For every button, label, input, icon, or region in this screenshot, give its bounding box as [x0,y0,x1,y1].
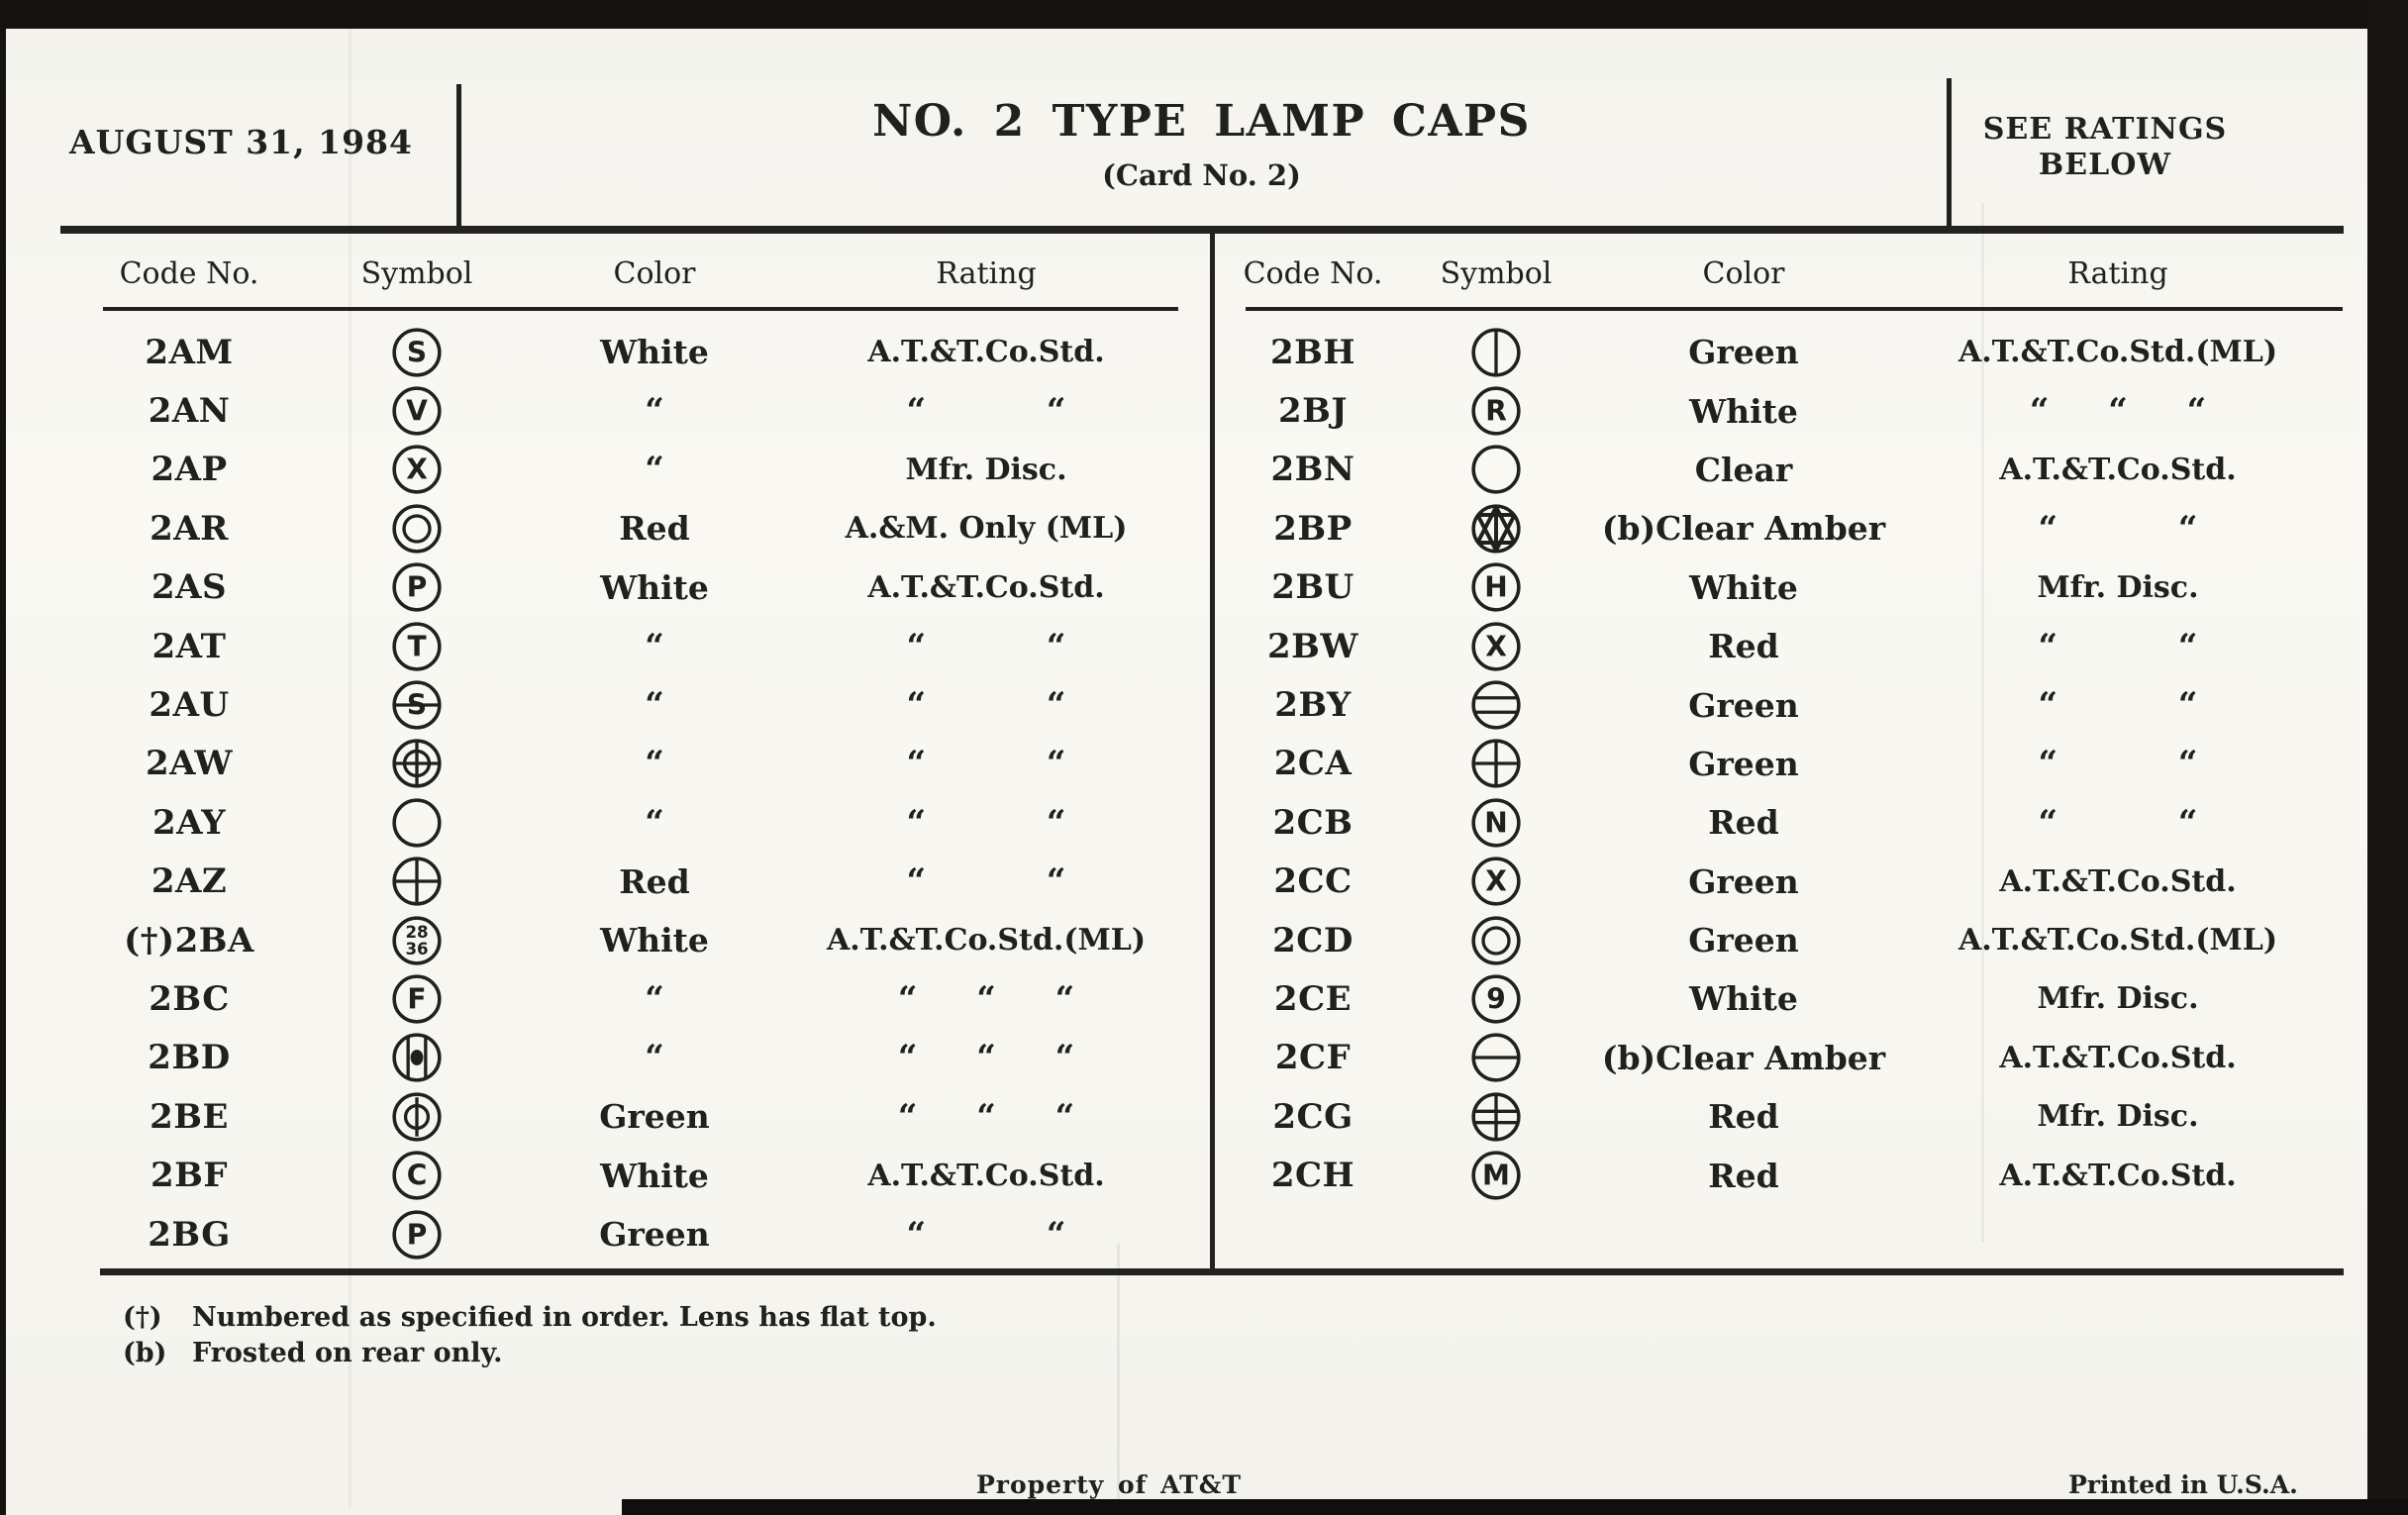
table-row [1229,1087,2344,1146]
symbol-cell [318,1090,516,1144]
svg-text:N: N [1484,806,1508,840]
code-cell: 2CA [1273,744,1353,784]
svg-text:P: P [406,570,428,604]
circle-p-icon [390,560,444,614]
rating-cell: A.T.&T.Co.Std. [867,1158,1105,1193]
color-cell: (b)Clear Amber [1601,509,1886,549]
code-cell: 2AW [145,744,234,784]
symbol-cell [1397,502,1595,556]
symbol-cell [318,1208,516,1262]
symbol-cell [1397,855,1595,908]
code-cell: 2BG [148,1214,231,1255]
symbol-cell [318,326,516,379]
rating-cell: “ “ “ [897,978,1075,1019]
symbol-cell [1397,678,1595,732]
rating-cell: A.T.&T.Co.Std.(ML) [1957,335,2278,370]
footnote-marker: (b) [123,1338,167,1369]
table-row [60,1029,1179,1087]
printed-notice: Printed in U.S.A. [2068,1470,2298,1499]
svg-text:S: S [406,688,428,722]
table-row [1229,1029,2344,1087]
column-header-symbol: Symbol [1440,256,1553,291]
svg-text:T: T [407,629,427,662]
see-ratings-line1: SEE RATINGS [1982,112,2228,147]
color-cell: Green [599,1215,710,1255]
table-row [60,1205,1179,1263]
symbol-cell [318,678,516,732]
table-row [1229,558,2344,617]
circle-hbar-icon [1469,1031,1523,1084]
svg-text:X: X [1485,629,1507,662]
scan-artifact-line [1117,1244,1120,1511]
symbol-cell [318,914,516,967]
right-lamp-cap-table [1229,323,2344,1205]
svg-text:S: S [406,336,428,369]
circle-x-icon [390,443,444,496]
rating-cell: “ “ “ [897,1038,1075,1078]
code-cell: 2CE [1273,978,1353,1019]
svg-text:P: P [406,1217,428,1251]
see-ratings-line2: BELOW [2038,148,2172,182]
table-row [60,1087,1179,1146]
circle-n-icon [1469,796,1523,850]
rating-cell: A.T.&T.Co.Std. [1999,1040,2237,1075]
color-cell: “ [645,802,664,843]
table-row [60,323,1179,381]
color-cell: (b)Clear Amber [1601,1038,1886,1077]
circle-f-icon [390,972,444,1026]
color-cell: Red [619,509,690,549]
table-row [1229,1146,2344,1204]
footnote-dagger [123,1300,937,1336]
code-cell: 2CB [1272,802,1354,843]
code-cell: 2AY [151,802,227,843]
rating-cell: “ “ [2038,685,2198,726]
plain-circle-icon [1469,443,1523,496]
concentric-circles-icon [1469,914,1523,967]
circle-v-icon [390,384,444,438]
symbol-cell [318,620,516,673]
color-cell: “ [645,450,664,490]
circle-dot-bars-icon [390,1031,444,1084]
lattice-circle-icon [1469,502,1523,556]
symbol-cell [318,737,516,790]
color-cell: Green [1688,921,1799,960]
left-table-header [60,256,1179,291]
circle-cross-icon [1469,737,1523,790]
bottom-rule [100,1268,2344,1275]
rating-cell: A.T.&T.Co.Std. [1999,1158,2237,1193]
rating-cell: A.T.&T.Co.Std. [1999,863,2237,899]
center-divider [1210,230,1215,1271]
symbol-cell [1397,560,1595,614]
crosshair-target-icon [390,737,444,790]
circle-t-icon [390,620,444,673]
symbol-cell [318,443,516,496]
circle-r-icon [1469,384,1523,438]
color-cell: “ [645,1038,664,1078]
footnote-text: Numbered as specified in order. Lens has flat top. [192,1302,937,1333]
symbol-cell [1397,1149,1595,1202]
code-cell: 2AU [149,685,230,726]
symbol-cell [1397,620,1595,673]
color-cell: “ [645,978,664,1019]
table-row [1229,323,2344,381]
svg-text:C: C [406,1159,428,1192]
rating-cell: “ “ [906,802,1066,843]
see-ratings-note [1952,112,2258,183]
scanned-card [6,29,2367,1515]
scan-artifact-line [1981,203,1984,1243]
code-cell: 2BH [1269,332,1356,372]
code-cell: 2CG [1272,1096,1354,1137]
color-cell: Green [1688,333,1799,372]
column-header-code: Code No. [119,256,259,291]
scan-artifact-line [349,29,351,1508]
color-cell: White [1689,391,1798,431]
column-header-rating: Rating [2067,256,2168,291]
rating-cell: “ “ [906,1214,1066,1255]
circle-p-icon [390,1208,444,1262]
rating-cell: “ “ [2038,626,2198,666]
code-cell: (†)2BA [124,920,254,960]
table-row [60,911,1179,969]
rating-cell: Mfr. Disc. [2037,1099,2199,1135]
concentric-circles-icon [390,502,444,556]
code-cell: 2AZ [150,861,228,902]
circle-s-barred-icon [390,678,444,732]
footnotes [123,1300,937,1372]
symbol-cell [318,796,516,850]
plain-circle-icon [390,796,444,850]
left-lamp-cap-table [60,323,1179,1263]
table-row [60,558,1179,617]
title-block [456,29,1947,192]
svg-text:M: M [1482,1159,1510,1192]
code-cell: 2BE [150,1096,229,1137]
property-notice: Property of AT&T [976,1470,1242,1499]
symbol-cell [1397,384,1595,438]
scan-black-edge [2367,0,2408,1515]
symbol-cell [318,502,516,556]
table-row [1229,911,2344,969]
table-row [60,969,1179,1028]
code-cell: 2AP [150,450,228,490]
code-cell: 2CC [1273,861,1353,902]
svg-text:R: R [1485,394,1507,428]
color-cell: “ [645,685,664,726]
code-cell: 2BP [1273,508,1353,549]
symbol-cell [1397,914,1595,967]
color-cell: White [600,567,709,607]
table-row [60,793,1179,852]
rating-cell: “ “ [906,861,1066,902]
subheader-rule-left [103,307,1178,311]
rating-cell: A.T.&T.Co.Std. [1999,452,2237,487]
rating-cell: “ “ “ [2029,391,2207,432]
code-cell: 2BY [1274,685,1352,726]
table-row [1229,675,2344,734]
circle-2hbars-icon [1469,678,1523,732]
column-header-color: Color [613,256,696,291]
circle-28-36-icon [390,914,444,967]
table-row [60,853,1179,911]
rating-cell: Mfr. Disc. [2037,981,2199,1017]
circle-cross-icon [390,855,444,908]
code-cell: 2BF [150,1156,229,1196]
table-row [60,381,1179,440]
symbol-cell [1397,326,1595,379]
color-cell: White [1689,979,1798,1019]
table-row [1229,617,2344,675]
card-subtitle: (Card No. 2) [1102,158,1301,192]
color-cell: Clear [1694,450,1793,489]
rating-cell: A.&M. Only (ML) [845,511,1128,547]
circle-vline-icon [1469,326,1523,379]
column-header-symbol: Symbol [360,256,473,291]
code-cell: 2CF [1274,1038,1352,1078]
symbol-cell [1397,796,1595,850]
rating-cell: A.T.&T.Co.Std. [867,335,1105,370]
symbol-cell [1397,737,1595,790]
footnote-marker: (†) [123,1302,162,1333]
rating-cell: “ “ [2038,508,2198,549]
rating-cell: “ “ [906,744,1066,784]
table-row [1229,735,2344,793]
color-cell: Red [1708,1097,1779,1137]
rating-cell: Mfr. Disc. [905,452,1067,487]
code-cell: 2AS [150,567,228,608]
column-header-color: Color [1702,256,1785,291]
code-cell: 2AM [145,332,234,372]
svg-text:F: F [407,982,427,1016]
subheader-rule-right [1246,307,2343,311]
code-cell: 2BU [1271,567,1354,608]
symbol-cell [1397,1031,1595,1084]
color-cell: Red [1708,803,1779,843]
code-cell: 2BD [148,1038,231,1078]
circle-grid-icon [1469,1090,1523,1144]
code-cell: 2AT [151,626,227,666]
rating-cell: “ “ [2038,744,2198,784]
symbol-cell [1397,1090,1595,1144]
right-table-header [1229,256,2344,291]
svg-text:28: 28 [405,922,429,942]
svg-text:X: X [1485,864,1507,898]
color-cell: Green [1688,744,1799,783]
column-header-rating: Rating [936,256,1037,291]
color-cell: Red [1708,627,1779,666]
table-row [60,1146,1179,1204]
table-row [1229,499,2344,557]
symbol-cell [318,855,516,908]
circle-9-icon [1469,972,1523,1026]
scan-black-edge [622,1499,2408,1515]
rating-cell: A.T.&T.Co.Std. [867,569,1105,605]
circle-x-icon [1469,855,1523,908]
code-cell: 2CD [1272,920,1354,960]
code-cell: 2AN [148,391,231,432]
color-cell: “ [645,626,664,666]
rating-cell: A.T.&T.Co.Std.(ML) [1957,923,2278,959]
svg-text:X: X [406,453,428,486]
table-row [60,675,1179,734]
symbol-cell [318,560,516,614]
table-row [1229,969,2344,1028]
table-row [60,735,1179,793]
table-row [1229,793,2344,852]
rating-cell: “ “ [906,685,1066,726]
circle-s-icon [390,326,444,379]
symbol-cell [318,384,516,438]
table-row [60,499,1179,557]
rating-cell: “ “ [906,626,1066,666]
circle-c-icon [390,1149,444,1202]
svg-text:36: 36 [405,939,429,959]
symbol-cell [318,972,516,1026]
svg-text:H: H [1484,570,1508,604]
svg-text:9: 9 [1486,982,1506,1016]
color-cell: White [600,921,709,960]
symbol-cell [1397,972,1595,1026]
svg-text:V: V [406,394,428,428]
circle-x-icon [1469,620,1523,673]
symbol-cell [1397,443,1595,496]
rating-cell: “ “ [2038,802,2198,843]
table-row [1229,853,2344,911]
code-cell: 2CH [1270,1156,1355,1196]
color-cell: “ [645,391,664,432]
date-label: AUGUST 31, 1984 [69,123,413,161]
color-cell: Red [619,861,690,901]
code-cell: 2AR [150,508,229,549]
column-header-code: Code No. [1243,256,1383,291]
circle-m-icon [1469,1149,1523,1202]
color-cell: White [1689,567,1798,607]
color-cell: Green [599,1097,710,1137]
rating-cell: “ “ [906,391,1066,432]
code-cell: 2BC [149,978,230,1019]
table-row [60,617,1179,675]
footnote-b [123,1336,937,1371]
color-cell: Green [1688,685,1799,725]
circle-phi-icon [390,1090,444,1144]
code-cell: 2BN [1270,450,1355,490]
color-cell: “ [645,744,664,784]
table-row [60,441,1179,499]
color-cell: White [600,333,709,372]
rating-cell: A.T.&T.Co.Std.(ML) [826,923,1147,959]
footnote-text: Frosted on rear only. [192,1338,503,1369]
card-title: NO. 2 TYPE LAMP CAPS [872,96,1531,147]
rating-cell: “ “ “ [897,1096,1075,1137]
header-rule [60,226,2344,234]
color-cell: Green [1688,861,1799,901]
rating-cell: Mfr. Disc. [2037,569,2199,605]
code-cell: 2BW [1266,626,1359,666]
color-cell: White [600,1156,709,1195]
code-cell: 2BJ [1278,391,1348,432]
symbol-cell [318,1031,516,1084]
table-row [1229,381,2344,440]
circle-h-icon [1469,560,1523,614]
color-cell: Red [1708,1156,1779,1195]
table-row [1229,441,2344,499]
symbol-cell [318,1149,516,1202]
